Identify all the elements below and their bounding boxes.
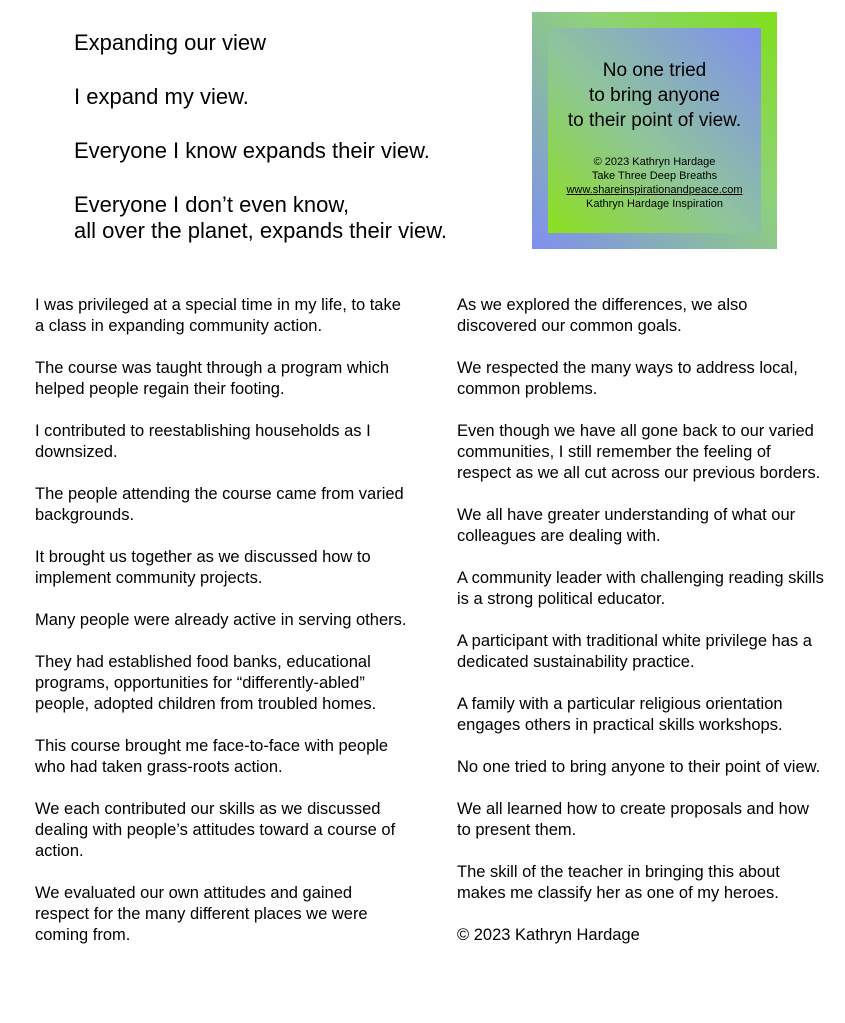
affirmation-title: Expanding our view [74,30,267,55]
story-paragraph: We all learned how to create proposals and how to present them. [457,800,809,839]
affirmation-line-3b: all over the planet, expands their view. [74,218,448,243]
affirmations-block [74,30,514,272]
card-copyright: © 2023 Kathryn Hardage [593,156,716,168]
story-paragraph: It brought us together as we discussed how to implement community projects. [35,548,371,587]
quote-line-3: to their point of view. [567,110,742,131]
story-paragraph: A participant with traditional white privilege has a dedicated sustainability practice. [457,632,812,671]
affirmation-line-2: Everyone I know expands their view. [74,138,430,163]
story-paragraph: Many people were already active in serving others. [35,611,407,629]
story-column-left [35,295,407,967]
quote-line-1: No one tried [602,60,707,81]
story-paragraph: Even though we have all gone back to our varied communities, I still remember the feeling of respect as we all cut across our previous borders. [457,422,821,482]
story-paragraph: They had established food banks, educational programs, opportunities for “differently-abled” people, adopted children from troubled homes. [35,653,377,713]
story-paragraph: I was privileged at a special time in my life, to take a class in expanding community action. [35,296,401,335]
story-paragraph: We all have greater understanding of what our colleagues are dealing with. [457,506,796,545]
story-paragraph: No one tried to bring anyone to their point of view. [457,758,821,776]
affirmation-line-3 [74,192,514,244]
story-paragraph: We each contributed our skills as we discussed dealing with people’s attitudes toward a course of action. [35,800,396,860]
card-tagline: Take Three Deep Breaths [591,170,718,182]
story-paragraph: We evaluated our own attitudes and gained respect for the many different places we were coming from. [35,884,368,944]
quote-card [532,12,777,249]
story-paragraph: The skill of the teacher in bringing this about makes me classify her as one of my heroes. [457,863,780,902]
story-paragraph: This course brought me face-to-face with people who had taken grass-roots action. [35,737,389,776]
quote-card-text [532,58,777,133]
story-paragraph: I contributed to reestablishing households as I downsized. [35,422,371,461]
story-paragraph: The course was taught through a program which helped people regain their footing. [35,359,390,398]
story-paragraph: A family with a particular religious orientation engages others in practical skills workshops. [457,695,783,734]
affirmation-line-3a: Everyone I don’t even know, [74,192,350,217]
story-column-right [457,295,827,967]
quote-card-credits [532,155,777,211]
story-paragraph: We respected the many ways to address local, common problems. [457,359,798,398]
story-paragraph: A community leader with challenging reading skills is a strong political educator. [457,569,824,608]
story-copyright: © 2023 Kathryn Hardage [457,926,640,944]
quote-line-2: to bring anyone [589,85,720,106]
story-paragraph: As we explored the differences, we also discovered our common goals. [457,296,748,335]
affirmation-line-1: I expand my view. [74,84,249,109]
story-paragraph: The people attending the course came from varied backgrounds. [35,485,404,524]
card-website-link[interactable]: www.shareinspirationandpeace.com [566,184,743,196]
card-brand: Kathryn Hardage Inspiration [586,198,723,210]
